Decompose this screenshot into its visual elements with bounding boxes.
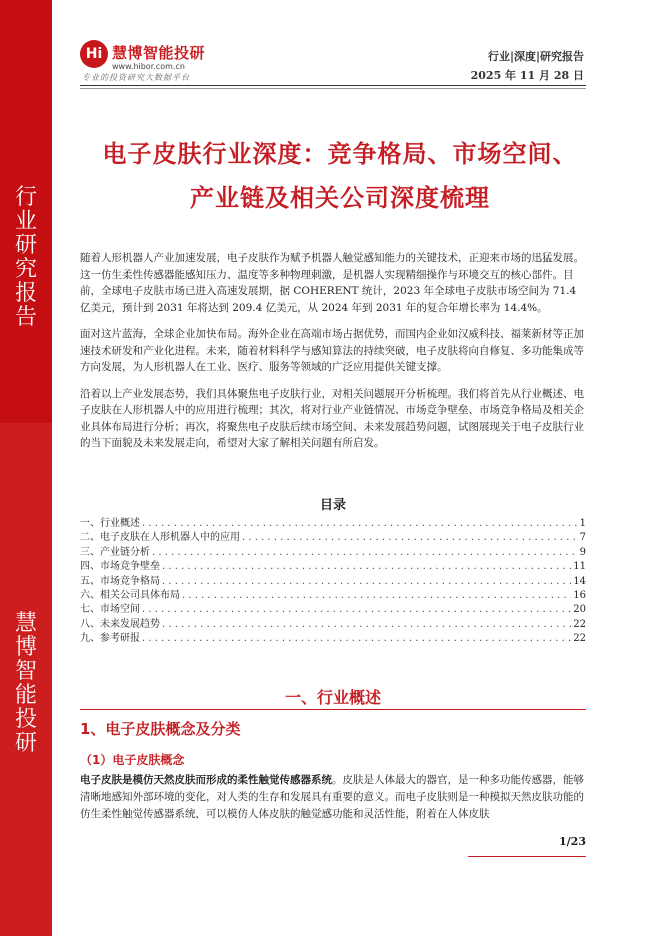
toc-item[interactable]: 九、参考研报 . . . 22	[80, 632, 586, 646]
title-line-2: 产业链及相关公司深度梳理	[190, 184, 490, 212]
brand-logo[interactable]	[80, 40, 230, 82]
header-rule-thin	[80, 88, 586, 89]
abstract-paragraph: 沿着以上产业发展态势，我们具体聚焦电子皮肤行业，对相关问题展开分析梳理。我们将首先从行业概述、电子皮肤在人形机器人中的应用进行梳理；其次，将对行业产业链情况、市场竞争壁垒、市场竞争格局及相关企业具体布局进行分析；再次，将聚焦电子皮肤后续市场空间、未来发展趋势问题，试图展现关于电子皮肤行业的当下面貌及未来发展走向，希望对大家了解相关问题有所启发。	[80, 387, 584, 449]
toc-title: 目录	[319, 498, 346, 513]
toc-item[interactable]: 二、电子皮肤在人形机器人中的应用 . . . 7	[80, 531, 586, 545]
title-line-1: 电子皮肤行业深度：竞争格局、市场空间、	[102, 140, 578, 168]
report-category: 行业|深度|研究报告	[487, 50, 584, 63]
toc-item[interactable]: 六、相关公司具体布局 . . . 16	[80, 589, 586, 603]
section-heading-2: 1、电子皮肤概念及分类	[80, 720, 241, 738]
toc-item[interactable]: 四、市场竞争壁垒 . . . 11	[80, 560, 586, 574]
sidebar-report-type: 行 业 研 究 报 告	[14, 185, 37, 330]
toc-item[interactable]: 八、未来发展趋势 . . . 22	[80, 618, 586, 632]
sidebar-brand: 慧 博 智 能 投 研	[14, 611, 37, 756]
logo-slogan: 专业的投资研究大数据平台	[82, 73, 190, 82]
toc-item[interactable]: 五、市场竞争格局 . . . 14	[80, 575, 586, 589]
toc-item[interactable]: 七、市场空间 . . . 20	[80, 603, 586, 617]
abstract	[80, 250, 586, 462]
page-number: 1/23	[559, 835, 586, 848]
abstract-paragraph: 随着人形机器人产业加速发展，电子皮肤作为赋予机器人触觉感知能力的关键技术，正迎来市场的迅猛发展。这一仿生柔性传感器能感知压力、温度等多种物理刺激，是机器人实现精细操作与环境交互的核心部件。目前，全球电子皮肤市场已进入高速发展期，据 COHERENT 统计，2023 年全球电子皮肤市场空间为 71.4 亿美元，预计到 2031 年将达到 209.4 亿美元，从 2024 年到 2031 年的复合年增长率为 14.4%。	[80, 252, 584, 314]
body-lead-bold: 电子皮肤是模仿天然皮肤而形成的柔性触觉传感器系统	[80, 774, 332, 786]
toc-item[interactable]: 一、行业概述 . . . 1	[80, 517, 586, 531]
header-meta	[471, 48, 584, 83]
section-heading-1: 一、行业概述	[284, 688, 381, 707]
sidebar	[0, 0, 52, 936]
body-paragraph	[80, 772, 586, 823]
report-date: 2025 年 11 月 28 日	[470, 69, 584, 82]
section-heading-3: （1）电子皮肤概念	[80, 753, 185, 767]
table-of-contents	[80, 517, 586, 647]
abstract-paragraph: 面对这片蓝海，全球企业加快布局。海外企业在高端市场占据优势，而国内企业如汉威科技、福莱新材等正加速技术研发和产业化进程。未来，随着材料科学与感知算法的持续突破，电子皮肤将向自修复、多功能集成等方向发展，为人形机器人在工业、医疗、服务等领域的广泛应用提供关键支撑。	[80, 328, 584, 373]
header-rule	[80, 85, 586, 86]
logo-mark-icon: Hi	[80, 40, 108, 68]
logo-url: www.hibor.com.cn	[112, 62, 185, 71]
section-rule	[80, 709, 586, 710]
report-title	[60, 132, 620, 220]
footer-rule	[468, 856, 586, 857]
body-text: 。皮肤是人体最大的器官，是一种多功能传感器，能够清晰地感知外部环境的变化，对人类的生存和发展具有重要的意义。而电子皮肤则是一种模拟天然皮肤功能的仿生柔性触觉传感器系统，可以模仿人体皮肤的触觉感功能和灵活性能，附着在人体皮肤	[80, 774, 584, 820]
logo-name: 慧博智能投研	[112, 44, 206, 62]
toc-item[interactable]: 三、产业链分析 . . . 9	[80, 546, 586, 560]
